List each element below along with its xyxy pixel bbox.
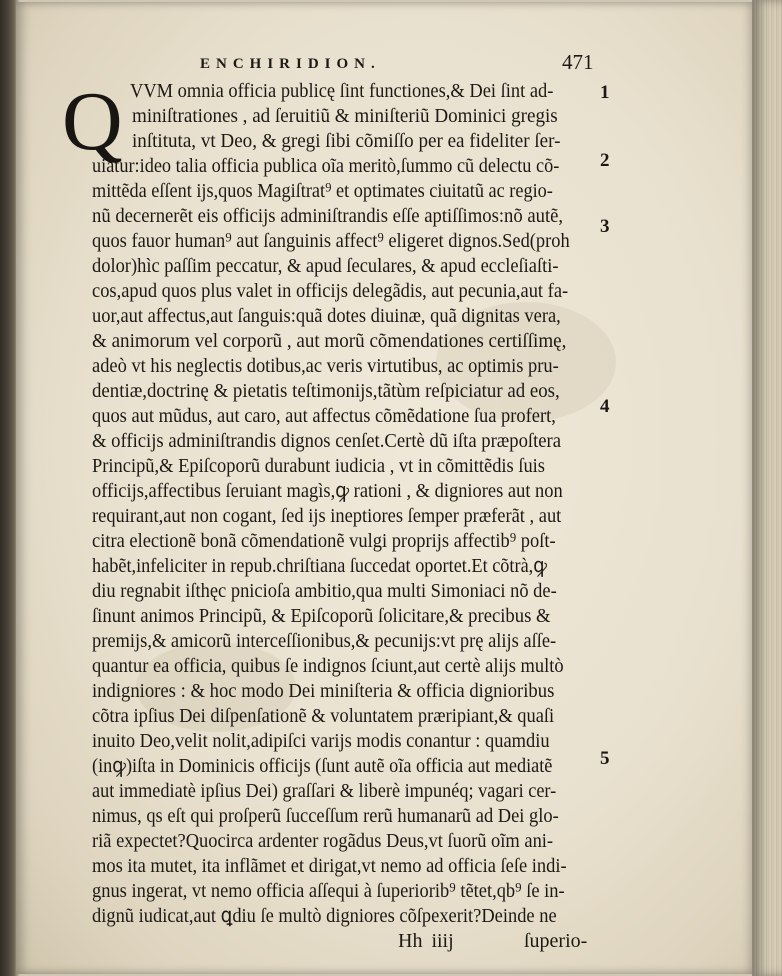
text-line: dentiæ,doctrinę & pietatis teſtimonijs,tãtùm reſpiciatur ad eos, — [92, 380, 560, 402]
text-line: ſinunt animos Principũ, & Epiſcoporũ ſolicitare,& precibus & — [92, 605, 551, 627]
text-line: cos,apud quos plus valet in officijs delegãdis, aut pecunia,aut fa- — [92, 280, 569, 302]
text-line: & animorum vel corporũ , aut morũ cõmendationes certiſſimę, — [92, 330, 567, 352]
text-line: inuito Deo,velit nolit,adipiſci varijs modis conantur : quamdiu — [92, 730, 550, 752]
drop-capital: Q — [62, 75, 123, 168]
text-line: diu regnabit iſthęc pnicioſa ambitio,qua multi Simoniaci nõ de- — [92, 580, 557, 602]
text-line: quos fauor human⁹ aut ſanguinis affect⁹ eligeret dignos.Sed(proh — [92, 230, 570, 252]
text-line: premijs,& amicorũ interceſſionibus,& pecunijs:vt prę alijs aſſe- — [92, 630, 557, 652]
text-line: quantur ea officia, quibus ſe indignos ſciunt,aut certè alijs multò — [92, 655, 564, 677]
text-line: & officijs adminiſtrandis dignos cenſet.Certè dũ iſta præpoſtera — [92, 430, 562, 452]
text-line: adeò vt his neglectis dotibus,ac veris virtutibus, ac optimis pru- — [92, 355, 559, 377]
text-line: dolor)hìc paſſim peccatur, & apud ſeculares, & apud eccleſiaſti- — [92, 255, 559, 277]
text-line: riã expectet?Quocirca ardenter rogãdus Deus,vt ſuorũ oĩm ani- — [92, 830, 554, 852]
text-line: uor,aut affectus,aut ſanguis:quã dotes diuinæ, quã dignitas vera, — [92, 305, 561, 327]
text-line: nimus, qs eſt qui proſperũ ſucceſſum rerũ humanarũ ad Dei glo- — [92, 805, 559, 827]
text-line: quos aut mũdus, aut caro, aut affectus cõmẽdatione ſua profert, — [92, 405, 556, 427]
text-line: inſtituta, vt Deo, & gregi ſibi cõmiſſo per ea fideliter ſer- — [132, 130, 561, 152]
text-line: habẽt,infeliciter in repub.chriſtiana ſuccedat oportet.Et cõtrà,ꝙ — [92, 555, 547, 577]
text-line: nũ decernerẽt eis officijs adminiſtrandis eſſe aptiſſimos:nõ autẽ, — [92, 205, 564, 227]
margin-note-number: 5 — [600, 748, 610, 769]
margin-note-number: 4 — [600, 396, 610, 417]
text-line: citra electionẽ bonã cõmendationẽ vulgi proprijs affectib⁹ poſt- — [92, 530, 556, 552]
margin-note-number: 3 — [600, 216, 610, 237]
running-head: ENCHIRIDION. — [200, 56, 381, 72]
text-line: mos ita mutet, ita inflãmet et dirigat,vt nemo ad officia ſeſe indi- — [92, 855, 567, 877]
signature-mark: Hh iiij — [398, 930, 454, 952]
text-line: cõtra ipſius Dei diſpenſationẽ & voluntatem præripiant,& quaſi — [92, 705, 555, 727]
text-line: uiatur:ideo talia officia publica oĩa meritò,ſummo cũ delectu cõ- — [92, 155, 560, 177]
page-number: 471 — [562, 50, 594, 74]
text-line: mittẽda eſſent ijs,quos Magiſtrat⁹ et optimates ciuitatũ ac regio- — [92, 180, 553, 202]
text-line: indigniores : & hoc modo Dei miniſteria & officia dignioribus — [92, 680, 555, 702]
text-line: dignũ iudicat,aut ꝗdiu ſe multò digniores cõſpexerit?Deinde ne — [92, 905, 557, 927]
text-line: (inꝙ)iſta in Dominicis officijs (ſunt autẽ oĩa officia aut mediatẽ — [92, 755, 553, 777]
text-line: officijs,affectibus ſeruiant magìs,ꝙ rationi , & digniores aut non — [92, 480, 563, 502]
catchword: ſuperio- — [524, 930, 588, 952]
margin-note-number: 1 — [600, 82, 610, 103]
margin-note-number: 2 — [600, 150, 610, 171]
text-line: miniſtrationes , ad ſeruitiũ & miniſteriũ Dominici gregis — [132, 105, 558, 127]
text-line: VVM omnia officia publicę ſint functiones,& Dei ſint ad- — [130, 80, 554, 102]
text-line: requirant,aut non cogant, ſed ijs ineptiores ſemper præferãt , aut — [92, 505, 562, 527]
text-line: gnus ingerat, vt nemo officia aſſequi à ſuperiorib⁹ tẽtet,qb⁹ ſe in- — [92, 880, 565, 902]
text-line: aut immediatè ipſius Dei) graſſari & liberè impunéq; vagari cer- — [92, 780, 557, 802]
text-line: Principũ,& Epiſcoporũ durabunt iudicia , vt in cõmittẽdis ſuis — [92, 455, 545, 477]
page-edges — [752, 0, 782, 976]
